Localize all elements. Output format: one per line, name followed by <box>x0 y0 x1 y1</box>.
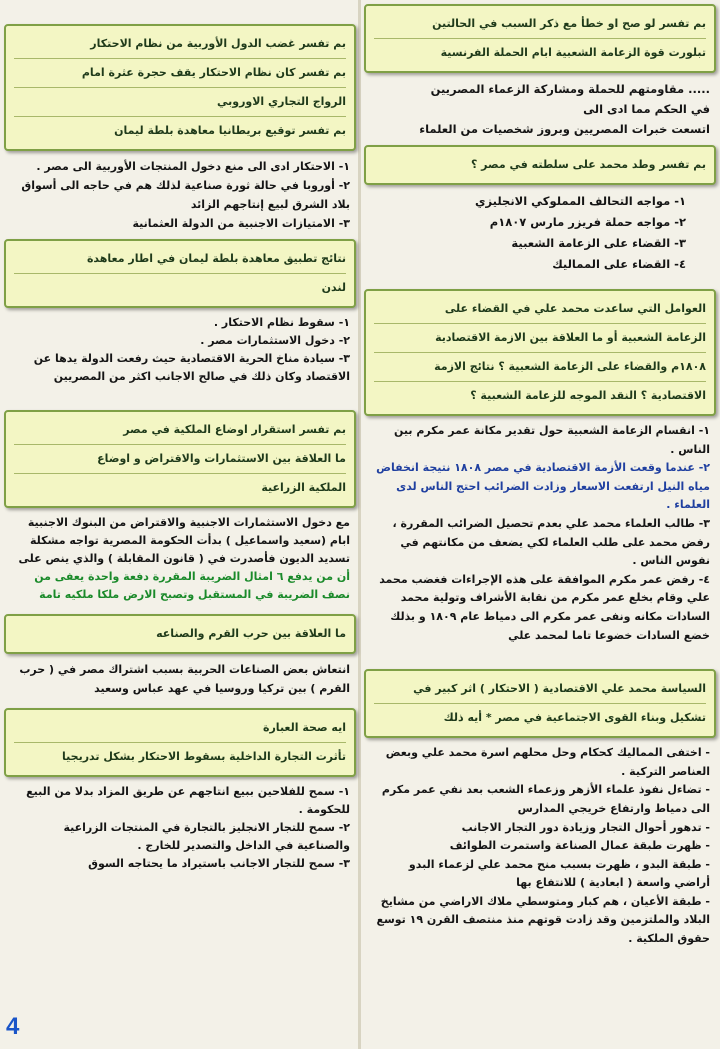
right-column <box>364 0 716 951</box>
box-line: بم تفسر توقيع بريطانيا معاهدة بلطة ليمان <box>114 124 346 137</box>
box-line: ١٨٠٨م والقضاء على الزعامة الشعبية ؟ نتائج الازمة <box>374 353 706 382</box>
box-line: ما العلاقة بين حرب القرم والصناعه <box>156 627 346 640</box>
text-line: ..... مقاومتهم للحملة ومشاركة الزعماء المصريين <box>430 82 710 96</box>
question-box-l3 <box>4 410 356 508</box>
answer-paragraph-l3 <box>4 512 356 606</box>
list-item: ٣- الامتيازات الاجنبية من الدولة العثمانية <box>132 217 350 230</box>
list-item: ٢- مواجه حملة فريزر مارس ١٨٠٧م <box>489 215 686 229</box>
list-item: ٢- دخول الاستثمارات مصر . <box>200 334 350 347</box>
box-line: العوامل التي ساعدت محمد علي في القضاء على <box>374 295 706 324</box>
page-number: 4 <box>6 1013 20 1040</box>
list-item: - طبقة البدو ، ظهرت بسبب منح محمد علي لزعماء البدو أراضي واسعة ( ابعادية ) للانتفاع بها <box>408 857 710 890</box>
list-item: ٣- سمح للتجار الاجانب باستيراد ما يحتاجه السوق <box>88 857 350 870</box>
answer-paragraph-l4 <box>4 658 356 700</box>
answer-paragraph-r4 <box>364 742 716 951</box>
box-line: بم تفسر غضب الدول الأوربية من نظام الاحتكار <box>14 30 346 59</box>
box-line: نتائج تطبيق معاهدة بلطة ليمان في اطار معاهدة <box>14 245 346 274</box>
box-line: السياسة محمد علي الاقتصادية ( الاحتكار ) اثر كبير في <box>374 675 706 704</box>
question-box-l4 <box>4 614 356 654</box>
question-box-r2 <box>364 145 716 185</box>
question-box-r3 <box>364 289 716 416</box>
text-line: أن من يدفع ٦ امثال الضريبة المقررة دفعة واحدة يعفى من نصف الضريبة في المستقبل وتصبح الارض ملكا ملكيه تامة <box>34 570 350 601</box>
list-item: - طبقة الأعيان ، هم كبار ومتوسطي ملاك الاراضي من مشايخ البلاد والملتزمين وقد زادت قوتهم منذ منتصف القرن ١٩ توسع حقوق الملكية . <box>376 894 710 946</box>
list-item: - تدهور أحوال التجار وزيادة دور التجار الاجانب <box>461 820 710 834</box>
box-line: ما العلاقة بين الاستثمارات والاقتراض و اوضاع <box>14 445 346 474</box>
list-item: ١- مواجه التحالف المملوكي الانجليزي <box>474 194 686 208</box>
box-line: لندن <box>321 281 346 294</box>
box-line: بم تفسر كان نظام الاحتكار يقف حجرة عثرة امام <box>14 59 346 88</box>
text-line: انتعاش بعض الصناعات الحربية بسبب اشتراك مصر في ( حرب القرم ) بين تركيا وروسيا في عهد عباس وسعيد <box>19 663 350 695</box>
answer-list-r2 <box>364 189 716 277</box>
list-item: ١- انقسام الزعامة الشعبية حول تقدير مكانة عمر مكرم بين الناس . <box>393 424 710 456</box>
box-line: بم تفسر لو صح او خطأ مع ذكر السبب في الحالتين <box>374 10 706 39</box>
list-item: ١- الاحتكار ادى الى منع دخول المنتجات الأوربية الى مصر . <box>36 160 350 173</box>
box-line: الرواج التجاري الاوروبي <box>14 88 346 117</box>
box-line: الملكية الزراعية <box>261 481 346 494</box>
column-divider <box>358 0 361 1049</box>
left-column <box>4 0 356 875</box>
list-item: ١- سقوط نظام الاحتكار . <box>213 316 350 329</box>
list-item: ١- سمح للفلاحين ببيع انتاجهم عن طريق المزاد بدلا من البيع للحكومة . <box>26 785 350 816</box>
answer-paragraph-r3 <box>364 420 716 647</box>
box-line: بم تفسر وطد محمد على سلطته في مصر ؟ <box>470 158 706 171</box>
answer-list-l1 <box>4 155 356 235</box>
text-line: اتسعت خبرات المصريين وبروز شخصيات من العلماء <box>419 122 710 136</box>
list-item: - ظهرت طبقة عمال الصناعة واستمرت الطوائف <box>449 839 710 853</box>
text-line: مع دخول الاستثمارات الاجنبية والاقتراض من البنوك الاجنبية ابام (سعيد واسماعيل ) بدأت الحكومة المصرية تواجه مشكلة تسديد الديون فأصدرت في ( قانون المقابلة ) والذي ينص على <box>18 516 350 565</box>
box-line: الاقتصادية ؟ النقد الموجه للزعامة الشعبية ؟ <box>470 389 706 402</box>
text-line: في الحكم مما ادى الى <box>583 102 710 116</box>
answer-list-l5 <box>4 781 356 875</box>
question-box-l5 <box>4 708 356 777</box>
list-item: ٤- رفض عمر مكرم الموافقة على هذه الإجراءات فغضب محمد علي وقام بخلع عمر مكرم من نقابة الأشراف وتولية محمد السادات مكانه ونفى عمر مكرم الى دمياط عام ١٨٠٩ و بذلك خضع السادات خضوعا تاما لمحمد علي <box>379 572 710 642</box>
list-item: - تضاءل نفوذ علماء الأزهر وزعماء الشعب بعد نفي عمر مكرم الى دمياط وارتفاع خريجي المدارس <box>381 783 710 815</box>
list-item: ٣- القضاء على الزعامة الشعبية <box>511 236 686 250</box>
list-item: ٢- عندما وقعت الأزمة الاقتصادية في مصر ١٨٠٨ نتيجة انخفاض مياه النيل ارتفعت الاسعار وزادت الضرائب احتج الناس لدى العلماء . <box>376 461 710 512</box>
list-item: ٢- سمح للتجار الانجليز بالتجارة في المنتجات الزراعية والصناعية في الداخل والتصدير للخارج . <box>63 821 350 852</box>
list-item: - اختفى المماليك كحكام وحل محلهم اسرة محمد علي وبعض العناصر التركية . <box>385 746 710 778</box>
list-item: ٣- طالب العلماء محمد علي بعدم تحصيل الضرائب المقررة ، رفض محمد على طلب العلماء لكي يضعف من مكانتهم في نفوس الناس . <box>392 516 710 568</box>
box-line: تشكيل وبناء القوى الاجتماعية في مصر * أيه ذلك <box>443 711 706 725</box>
box-line: بم تفسر استقرار اوضاع الملكية في مصر <box>14 416 346 445</box>
list-item: ٣- سيادة مناخ الحرية الاقتصادية حيث رفعت الدولة يدها عن الاقتصاد وكان ذلك في صالح الاجانب اكثر من المصريين <box>33 352 350 383</box>
box-line: تأثرت التجارة الداخلية بسقوط الاحتكار بشكل تدريجيا <box>62 750 346 763</box>
answer-paragraph-r1 <box>364 77 716 141</box>
question-box-l1 <box>4 24 356 151</box>
list-item: ٢- أوروبا في حالة ثورة صناعية لذلك هم في حاجه الى أسواق بلاد الشرق لبيع إنتاجهم الزائد <box>21 179 350 211</box>
question-box-r4 <box>364 669 716 738</box>
answer-list-l2 <box>4 312 356 388</box>
box-line: الزعامة الشعبية أو ما العلاقة بين الازمة الاقتصادية <box>374 324 706 353</box>
list-item: ٤- القضاء على المماليك <box>552 257 686 271</box>
question-box-l2 <box>4 239 356 308</box>
box-line: تبلورت قوة الزعامة الشعبية ابام الحملة الفرنسية <box>440 46 706 59</box>
box-line: ايه صحة العبارة <box>14 714 346 743</box>
question-box-r1 <box>364 4 716 73</box>
